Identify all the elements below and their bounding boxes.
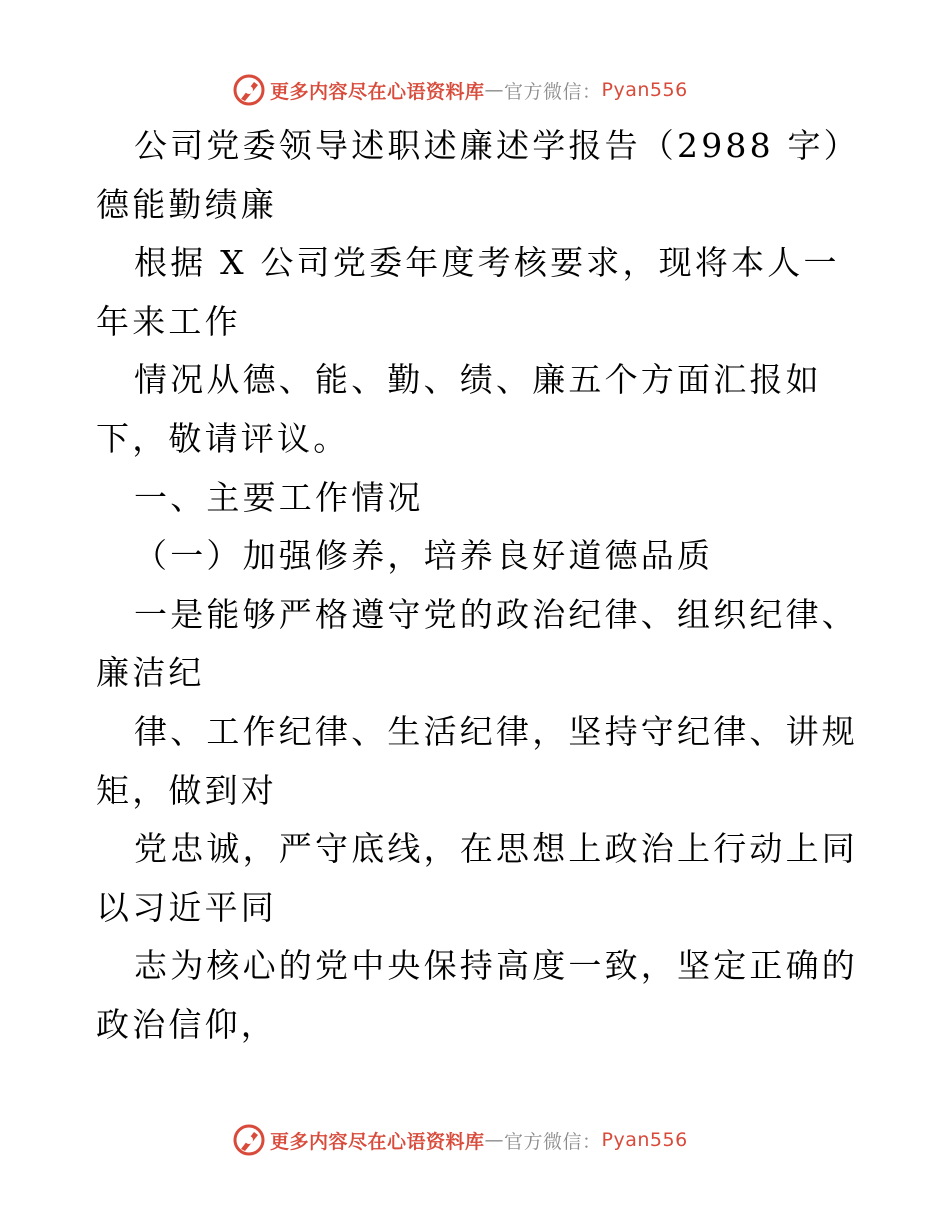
brush-logo-icon (232, 1123, 266, 1157)
watermark-id: Pyan556 (601, 79, 688, 101)
watermark-id: Pyan556 (601, 1129, 688, 1151)
header-watermark (232, 72, 688, 108)
section-heading: 一、主要工作情况 (134, 477, 424, 517)
document-body (96, 117, 866, 1055)
watermark-main-text: 更多内容尽在心语资料库 (270, 80, 485, 103)
paragraph-title: 公司党委领导述职述廉述学报告（2988 字）德能勤绩廉 (96, 126, 860, 224)
watermark-main-text: 更多内容尽在心语资料库 (270, 1130, 485, 1153)
watermark-sub-text: 官方微信： (504, 80, 602, 103)
paragraph: 志为核心的党中央保持高度一致，坚定正确的政治信仰， (96, 946, 858, 1044)
paragraph: 情况从德、能、勤、绩、廉五个方面汇报如下，敬请评议。 (96, 360, 822, 458)
brush-logo-icon (232, 73, 266, 107)
footer-watermark (232, 1122, 688, 1158)
paragraph: 一是能够严格遵守党的政治纪律、组织纪律、廉洁纪 (96, 594, 858, 693)
paragraph: 党忠诚，严守底线，在思想上政治上行动上同以习近平同 (96, 829, 858, 927)
watermark-dash: — (484, 79, 505, 101)
paragraph: 律、工作纪律、生活纪律，坚持守纪律、讲规矩，做到对 (96, 711, 858, 810)
paragraph: 根据 X 公司党委年度考核要求，现将本人一年来工作 (96, 243, 840, 341)
watermark-sub-text: 官方微信： (504, 1130, 602, 1153)
subsection-heading: （一）加强修养，培养良好道德品质 (134, 536, 714, 576)
watermark-dash: — (484, 1129, 505, 1151)
